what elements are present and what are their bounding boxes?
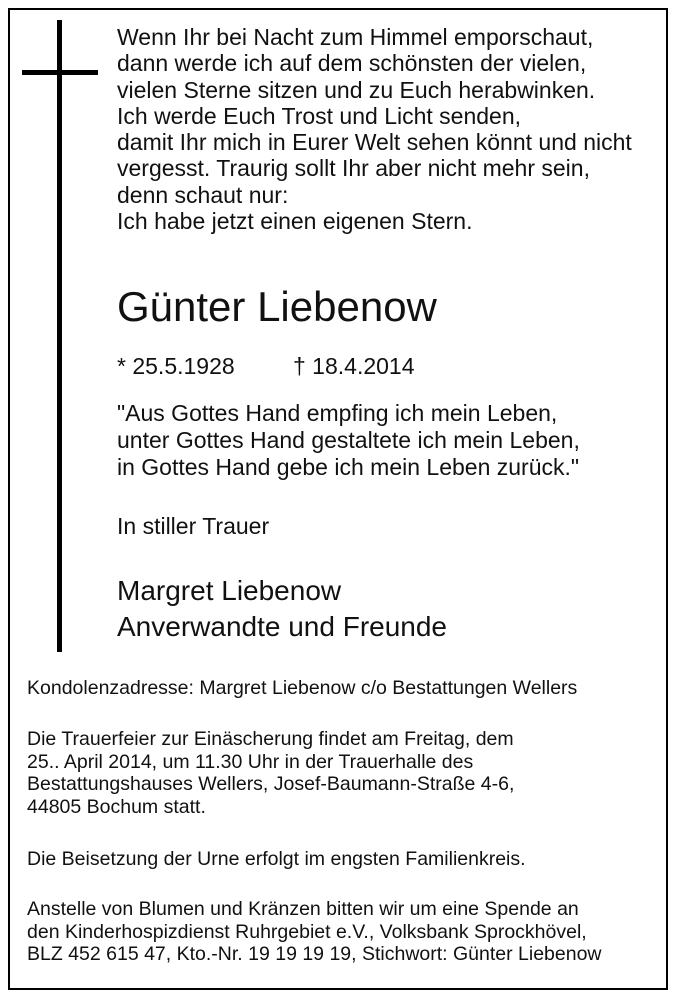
poem-line: vielen Sterne sitzen und zu Euch herabwinken. bbox=[117, 76, 596, 103]
funeral-line: 44805 Bochum statt. bbox=[27, 795, 206, 818]
poem-line: vergesst. Traurig sollt Ihr aber nicht mehr sein, bbox=[117, 155, 590, 182]
condolence-line: Kondolenzadresse: Margret Liebenow c/o Bestattungen Wellers bbox=[27, 677, 578, 699]
family-name: Anverwandte und Freunde bbox=[117, 611, 447, 642]
poem bbox=[117, 24, 632, 234]
donation-line: BLZ 452 615 47, Kto.-Nr. 19 19 19 19, Stichwort: Günter Liebenow bbox=[27, 943, 602, 966]
quote-line: unter Gottes Hand gestaltete ich mein Leben, bbox=[117, 427, 580, 453]
donation-notice bbox=[27, 898, 602, 966]
burial-notice bbox=[27, 848, 526, 871]
poem-line: Ich werde Euch Trost und Licht senden, bbox=[117, 102, 522, 129]
deceased-name: Günter Liebenow bbox=[117, 283, 437, 330]
poem-line: dann werde ich auf dem schönsten der vielen, bbox=[117, 50, 587, 77]
funeral-line: Die Trauerfeier zur Einäscherung findet am Freitag, dem bbox=[27, 728, 514, 750]
poem-line: denn schaut nur: bbox=[117, 181, 289, 208]
burial-line: Die Beisetzung der Urne erfolgt im engsten Familienkreis. bbox=[27, 848, 526, 870]
quote-line: in Gottes Hand gebe ich mein Leben zurück." bbox=[117, 454, 580, 480]
birth-date: * 25.5.1928 bbox=[117, 353, 235, 379]
condolence-address bbox=[27, 677, 577, 700]
donation-line: Anstelle von Blumen und Kränzen bitten wir um eine Spende an bbox=[27, 898, 579, 920]
bible-quote bbox=[117, 400, 580, 481]
quote-line: "Aus Gottes Hand empfing ich mein Leben, bbox=[117, 400, 558, 426]
cross-icon-bar bbox=[22, 70, 98, 75]
family-names bbox=[117, 573, 447, 645]
donation-line: den Kinderhospizdienst Ruhrgebiet e.V., Volksbank Sprockhövel, bbox=[27, 920, 587, 943]
death-date: † 18.4.2014 bbox=[293, 353, 415, 379]
family-name: Margret Liebenow bbox=[117, 575, 342, 606]
poem-line: Ich habe jetzt einen eigenen Stern. bbox=[117, 208, 473, 235]
mourning-line: In stiller Trauer bbox=[117, 513, 270, 539]
funeral-line: Bestattungshauses Wellers, Josef-Baumann-Straße 4-6, bbox=[27, 773, 515, 796]
poem-line: damit Ihr mich in Eurer Welt sehen könnt und nicht bbox=[117, 129, 632, 156]
funeral-line: 25.. April 2014, um 11.30 Uhr in der Trauerhalle des bbox=[27, 750, 474, 773]
funeral-notice bbox=[27, 728, 514, 818]
life-dates bbox=[117, 352, 415, 380]
poem-line: Wenn Ihr bei Nacht zum Himmel emporschaut, bbox=[117, 24, 594, 50]
cross-icon bbox=[57, 20, 62, 652]
